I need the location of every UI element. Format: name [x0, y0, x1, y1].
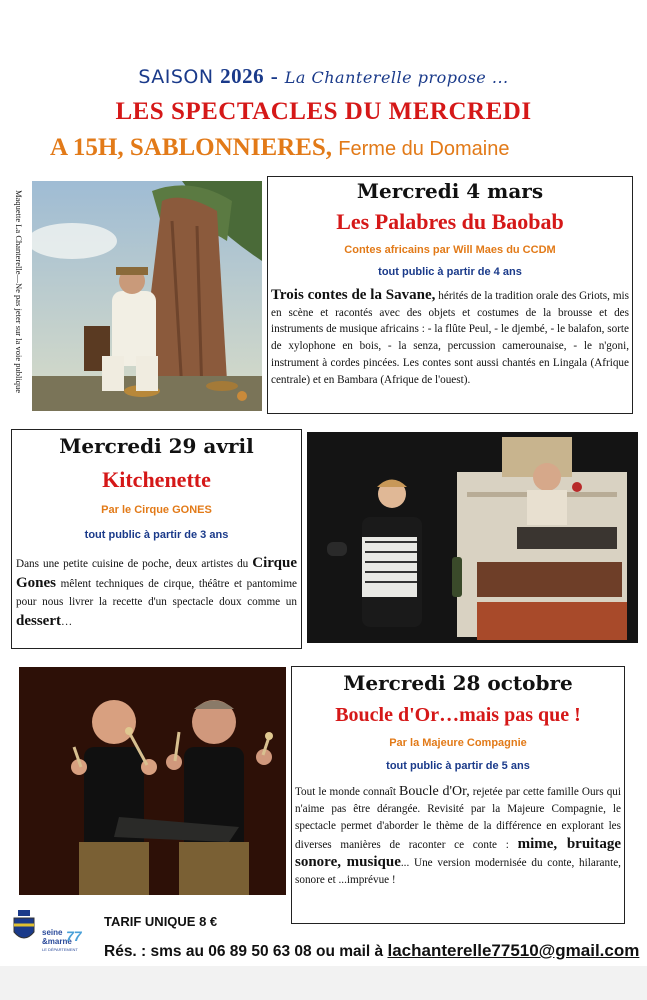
event-date: Mercredi 4 mars [356, 179, 544, 203]
price: TARIF UNIQUE 8 € [104, 914, 218, 929]
photo-boucle-dor [19, 667, 286, 895]
side-note: Maquette La Chanterelle—Ne pas jeter sur la voie publique [14, 190, 24, 393]
bottom-band [0, 966, 647, 1000]
event-audience: tout public à partir de 3 ans [84, 529, 229, 541]
season-line: SAISON 2026 - La Chanterelle propose ... [138, 64, 509, 88]
event-title: Boucle d'Or…mais pas que ! [335, 704, 581, 726]
event-box-baobab [267, 176, 633, 414]
event-description: Tout le monde connaît Boucle d'Or, rejetée par cette famille Ours qui n'aime pas être dérangée. Revisité par la Majeure Compagnie, le spectacle permet d'aborder le thème de la différence en explorant les diverses manières de raconter ce conte : mime, bruitage sonore, musique... Une version modernisée du conte, hilarante, sonore et ...imprévue ! [295, 784, 621, 887]
seine-et-marne-logo: seine &marne 77 LE DÉPARTEMENT [42, 928, 82, 952]
page-title: LES SPECTACLES DU MERCREDI [115, 98, 532, 125]
email-link[interactable]: lachanterelle77510@gmail.com [387, 941, 640, 960]
event-description: Trois contes de la Savane, hérités de la tradition orale des Griots, mis en scène et racontés avec des objets et costumes de la brousse et des instruments de musique africains : - la flûte Peul, - le djembé, - le balafon, sorte de xylophone en bois, - la senza, percussion camerounaise, - le n'goni, instrument à cordes pincées. Les contes sont aussi chantés en Lingala (Afrique centrale) et en Bambara (Afrique de l'ouest). [271, 287, 629, 386]
event-audience: tout public à partir de 4 ans [378, 266, 522, 278]
event-date: Mercredi 28 octobre [343, 671, 573, 695]
event-audience: tout public à partir de 5 ans [386, 760, 530, 772]
event-company: Contes africains par Will Maes du CCDM [344, 244, 556, 256]
event-description: Dans une petite cuisine de poche, deux artistes du Cirque Gones mêlent techniques de cirque, théâtre et pantomime pour nous livrer la recette d'un spectacle doux comme un dessert… [16, 555, 297, 629]
event-company: Par le Cirque GONES [101, 504, 212, 516]
event-box-kitchenette [11, 429, 302, 649]
photo-kitchenette [307, 432, 638, 643]
event-company: Par la Majeure Compagnie [389, 737, 527, 749]
photo-baobab-storyteller [32, 181, 262, 411]
event-date: Mercredi 29 avril [59, 434, 254, 458]
event-title: Kitchenette [102, 467, 211, 492]
reservation-line: Rés. : sms au 06 89 50 63 08 ou mail à lachanterelle77510@gmail.com [104, 941, 640, 960]
town-crest-icon [12, 910, 36, 946]
event-title: Les Palabres du Baobab [336, 209, 564, 234]
event-box-boucle-dor [291, 666, 625, 924]
time-place-line: A 15H, SABLONNIERES, Ferme du Domaine [50, 134, 510, 161]
